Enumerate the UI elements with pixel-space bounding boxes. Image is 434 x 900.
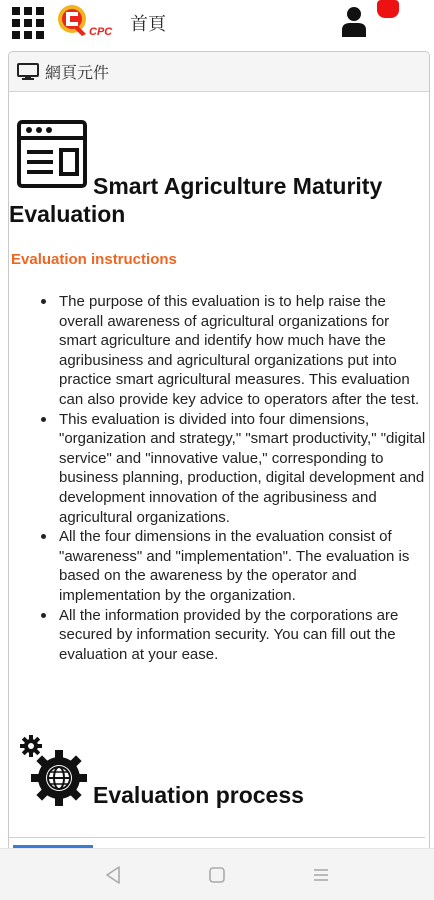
instructions-title: Evaluation instructions xyxy=(11,251,177,268)
notification-badge[interactable] xyxy=(377,0,399,18)
monitor-icon xyxy=(17,63,39,81)
section-divider xyxy=(9,837,425,838)
home-icon[interactable] xyxy=(206,864,228,886)
list-item: All the four dimensions in the evaluation consist of "awareness" and "implementation". The evaluation is based on the awareness by the operator and implementation by the organization. xyxy=(37,527,429,605)
home-link[interactable]: 首頁 xyxy=(130,14,166,34)
panel-heading-label: 網頁元件 xyxy=(45,65,110,82)
content-panel xyxy=(8,51,430,900)
list-item: The purpose of this evaluation is to help raise the overall awareness of agricultural organizations for smart agriculture and identify how much have the agribusiness and agricultural organizations put into practice smart agricultural measures. This evaluation can also provide key advice to operators after the test. xyxy=(37,292,429,410)
instructions-list xyxy=(37,292,429,664)
apps-grid-icon[interactable] xyxy=(12,7,44,39)
list-item: This evaluation is divided into four dimensions, "organization and strategy," "smart productivity," "digital service" and "innovative value," corresponding to business planning, production, digital development and development innovation of the agribusiness and agricultural organizations. xyxy=(37,410,429,528)
process-title: Evaluation process xyxy=(93,782,304,808)
list-item: All the information provided by the corporations are secured by information security. You can fill out the evaluation at your ease. xyxy=(37,606,429,665)
system-nav-bar xyxy=(0,848,434,900)
user-icon[interactable] xyxy=(340,6,368,38)
menu-icon[interactable] xyxy=(310,864,332,886)
cpc-logo[interactable] xyxy=(52,2,126,40)
page-title: Smart Agriculture Maturity Evaluation xyxy=(9,173,383,227)
top-header xyxy=(0,0,434,44)
back-icon[interactable] xyxy=(102,864,124,886)
gear-globe-icon xyxy=(17,734,89,808)
logo-text: CPC xyxy=(89,26,113,38)
panel-heading xyxy=(9,52,429,92)
